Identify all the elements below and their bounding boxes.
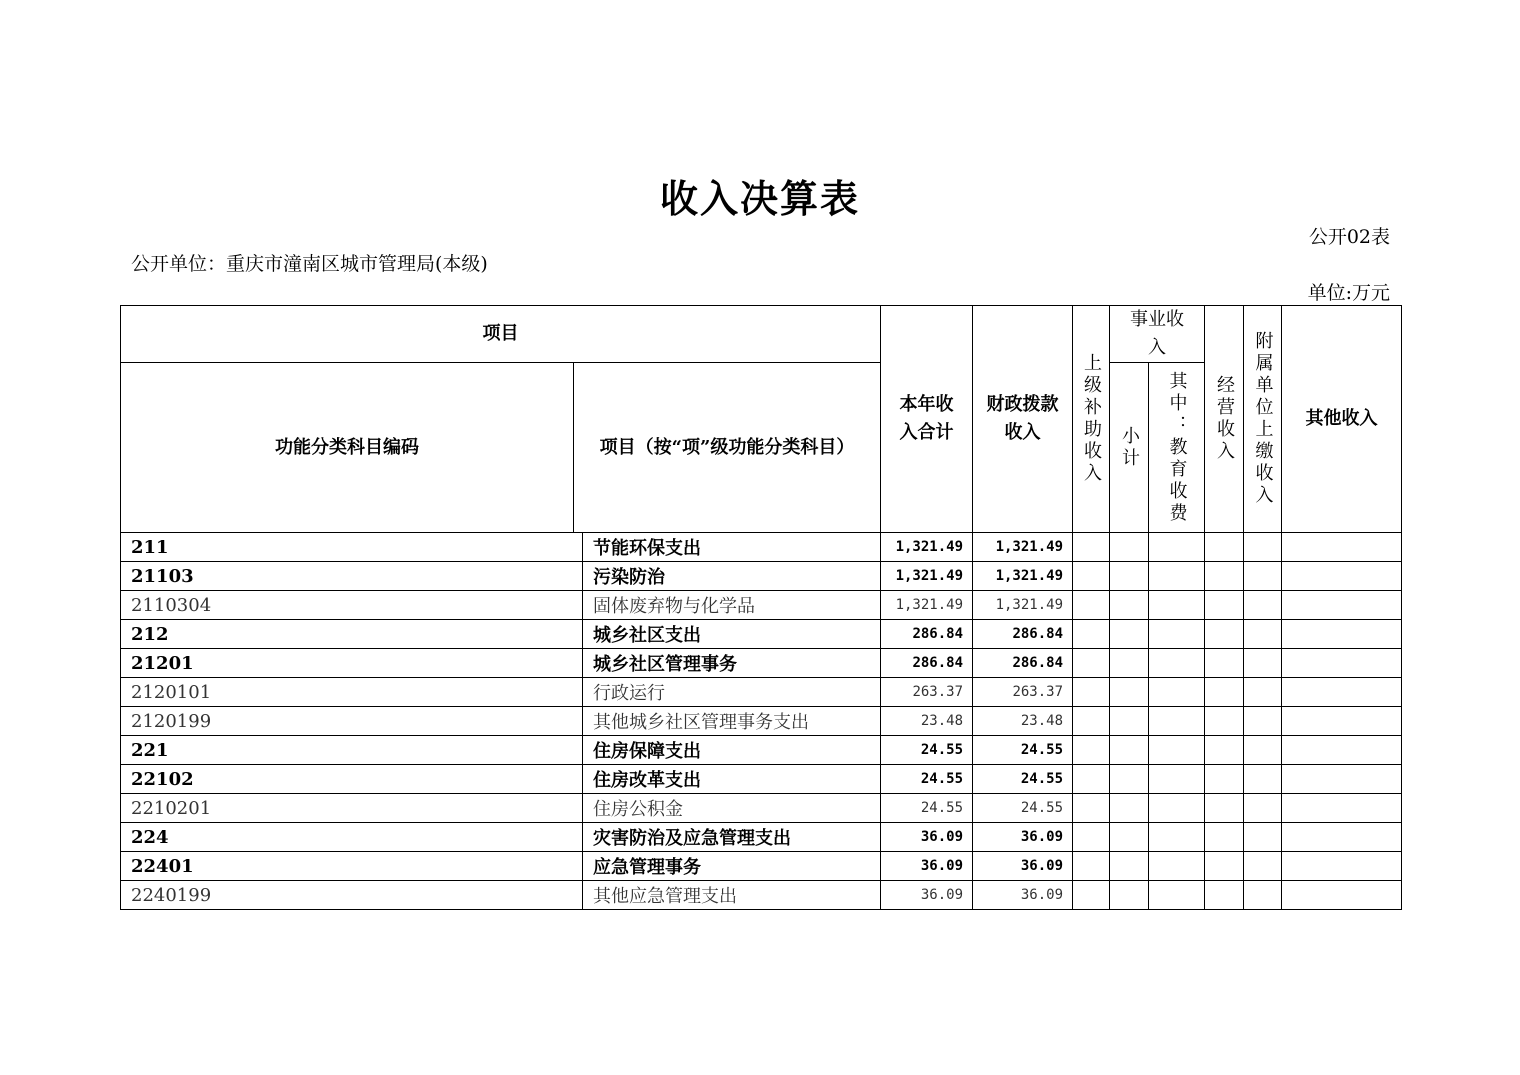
education-cell xyxy=(1149,765,1205,794)
item-name-cell: 城乡社区支出 xyxy=(583,620,881,649)
table-row xyxy=(121,591,1402,620)
code-cell: 22102 xyxy=(121,765,583,794)
table-row xyxy=(121,736,1402,765)
code-cell: 2210201 xyxy=(121,794,583,823)
header-education: 其中：教育收费 xyxy=(1149,363,1205,533)
affiliated-cell xyxy=(1244,707,1282,736)
subtotal-cell xyxy=(1110,649,1149,678)
operating-cell xyxy=(1205,823,1244,852)
superior-cell xyxy=(1073,823,1110,852)
code-cell: 2120199 xyxy=(121,707,583,736)
subtotal-cell xyxy=(1110,707,1149,736)
operating-cell xyxy=(1205,736,1244,765)
total-cell: 23.48 xyxy=(881,707,973,736)
education-cell xyxy=(1149,620,1205,649)
other-cell xyxy=(1282,591,1402,620)
operating-cell xyxy=(1205,678,1244,707)
total-cell: 36.09 xyxy=(881,852,973,881)
affiliated-cell xyxy=(1244,736,1282,765)
item-name-cell: 住房公积金 xyxy=(583,794,881,823)
page-title: 收入决算表 xyxy=(659,176,860,221)
item-name-cell: 应急管理事务 xyxy=(583,852,881,881)
affiliated-cell xyxy=(1244,794,1282,823)
table-row xyxy=(121,881,1402,910)
table-row xyxy=(121,707,1402,736)
table-row xyxy=(121,620,1402,649)
subtotal-cell xyxy=(1110,678,1149,707)
total-cell: 36.09 xyxy=(881,881,973,910)
total-cell: 24.55 xyxy=(881,794,973,823)
fiscal-cell: 24.55 xyxy=(973,736,1073,765)
fiscal-cell: 36.09 xyxy=(973,823,1073,852)
total-cell: 36.09 xyxy=(881,823,973,852)
total-cell: 24.55 xyxy=(881,765,973,794)
subtotal-cell xyxy=(1110,765,1149,794)
subtotal-cell xyxy=(1110,736,1149,765)
subtotal-cell xyxy=(1110,533,1149,562)
subtotal-cell xyxy=(1110,794,1149,823)
education-cell xyxy=(1149,533,1205,562)
header-affiliated: 附属单位上缴收入 xyxy=(1244,306,1282,533)
item-name-cell: 固体废弃物与化学品 xyxy=(583,591,881,620)
affiliated-cell xyxy=(1244,591,1282,620)
superior-cell xyxy=(1073,562,1110,591)
affiliated-cell xyxy=(1244,765,1282,794)
affiliated-cell xyxy=(1244,562,1282,591)
item-name-cell: 其他城乡社区管理事务支出 xyxy=(583,707,881,736)
fiscal-cell: 36.09 xyxy=(973,852,1073,881)
operating-cell xyxy=(1205,852,1244,881)
fiscal-cell: 286.84 xyxy=(973,649,1073,678)
fiscal-cell: 1,321.49 xyxy=(973,562,1073,591)
fiscal-cell: 1,321.49 xyxy=(973,533,1073,562)
education-cell xyxy=(1149,678,1205,707)
fiscal-cell: 24.55 xyxy=(973,794,1073,823)
operating-cell xyxy=(1205,707,1244,736)
table-body xyxy=(121,533,1402,910)
header-fiscal: 财政拨款收入 xyxy=(973,306,1073,533)
code-cell: 221 xyxy=(121,736,583,765)
superior-cell xyxy=(1073,678,1110,707)
education-cell xyxy=(1149,823,1205,852)
code-cell: 211 xyxy=(121,533,583,562)
superior-cell xyxy=(1073,765,1110,794)
currency-unit: 单位:万元 xyxy=(1307,282,1390,304)
header-project-group: 项目 xyxy=(121,306,881,363)
education-cell xyxy=(1149,649,1205,678)
operating-cell xyxy=(1205,562,1244,591)
other-cell xyxy=(1282,765,1402,794)
table-row xyxy=(121,765,1402,794)
operating-cell xyxy=(1205,591,1244,620)
other-cell xyxy=(1282,620,1402,649)
item-name-cell: 住房保障支出 xyxy=(583,736,881,765)
subtotal-cell xyxy=(1110,620,1149,649)
other-cell xyxy=(1282,881,1402,910)
header-superior: 上级补助收入 xyxy=(1073,306,1110,533)
fiscal-cell: 1,321.49 xyxy=(973,591,1073,620)
other-cell xyxy=(1282,562,1402,591)
education-cell xyxy=(1149,881,1205,910)
education-cell xyxy=(1149,591,1205,620)
item-name-cell: 城乡社区管理事务 xyxy=(583,649,881,678)
table-row xyxy=(121,852,1402,881)
fiscal-cell: 23.48 xyxy=(973,707,1073,736)
other-cell xyxy=(1282,736,1402,765)
income-statement-table xyxy=(120,305,1402,910)
other-cell xyxy=(1282,794,1402,823)
operating-cell xyxy=(1205,881,1244,910)
item-name-cell: 其他应急管理支出 xyxy=(583,881,881,910)
superior-cell xyxy=(1073,649,1110,678)
table-row xyxy=(121,533,1402,562)
table-row xyxy=(121,794,1402,823)
affiliated-cell xyxy=(1244,533,1282,562)
other-cell xyxy=(1282,707,1402,736)
code-cell: 224 xyxy=(121,823,583,852)
subtotal-cell xyxy=(1110,881,1149,910)
superior-cell xyxy=(1073,591,1110,620)
affiliated-cell xyxy=(1244,678,1282,707)
item-name-cell: 节能环保支出 xyxy=(583,533,881,562)
form-number: 公开02表 xyxy=(1308,226,1390,248)
operating-cell xyxy=(1205,533,1244,562)
other-cell xyxy=(1282,649,1402,678)
other-cell xyxy=(1282,852,1402,881)
total-cell: 1,321.49 xyxy=(881,591,973,620)
table-row xyxy=(121,562,1402,591)
education-cell xyxy=(1149,707,1205,736)
superior-cell xyxy=(1073,881,1110,910)
item-name-cell: 灾害防治及应急管理支出 xyxy=(583,823,881,852)
header-subtotal: 小计 xyxy=(1110,363,1149,533)
affiliated-cell xyxy=(1244,852,1282,881)
header-total: 本年收入合计 xyxy=(881,306,973,533)
header-other: 其他收入 xyxy=(1282,306,1402,533)
affiliated-cell xyxy=(1244,620,1282,649)
code-cell: 21103 xyxy=(121,562,583,591)
table-row xyxy=(121,823,1402,852)
table-row xyxy=(121,649,1402,678)
code-cell: 21201 xyxy=(121,649,583,678)
operating-cell xyxy=(1205,794,1244,823)
subtotal-cell xyxy=(1110,562,1149,591)
total-cell: 24.55 xyxy=(881,736,973,765)
fiscal-cell: 263.37 xyxy=(973,678,1073,707)
operating-cell xyxy=(1205,620,1244,649)
total-cell: 1,321.49 xyxy=(881,533,973,562)
education-cell xyxy=(1149,562,1205,591)
code-cell: 22401 xyxy=(121,852,583,881)
education-cell xyxy=(1149,794,1205,823)
fiscal-cell: 24.55 xyxy=(973,765,1073,794)
affiliated-cell xyxy=(1244,881,1282,910)
item-name-cell: 住房改革支出 xyxy=(583,765,881,794)
other-cell xyxy=(1282,823,1402,852)
superior-cell xyxy=(1073,794,1110,823)
subtotal-cell xyxy=(1110,852,1149,881)
education-cell xyxy=(1149,852,1205,881)
superior-cell xyxy=(1073,620,1110,649)
fiscal-cell: 36.09 xyxy=(973,881,1073,910)
other-cell xyxy=(1282,533,1402,562)
subtotal-cell xyxy=(1110,823,1149,852)
subtotal-cell xyxy=(1110,591,1149,620)
code-cell: 2110304 xyxy=(121,591,583,620)
table-row xyxy=(121,678,1402,707)
header-item: 项目（按“项”级功能分类科目） xyxy=(574,363,881,533)
operating-cell xyxy=(1205,765,1244,794)
other-cell xyxy=(1282,678,1402,707)
affiliated-cell xyxy=(1244,649,1282,678)
reporting-unit: 公开单位：重庆市潼南区城市管理局(本级) xyxy=(131,253,488,275)
superior-cell xyxy=(1073,707,1110,736)
superior-cell xyxy=(1073,533,1110,562)
header-operating: 经营收入 xyxy=(1205,306,1244,533)
affiliated-cell xyxy=(1244,823,1282,852)
code-cell: 2120101 xyxy=(121,678,583,707)
item-name-cell: 污染防治 xyxy=(583,562,881,591)
operating-cell xyxy=(1205,649,1244,678)
superior-cell xyxy=(1073,736,1110,765)
total-cell: 263.37 xyxy=(881,678,973,707)
code-cell: 2240199 xyxy=(121,881,583,910)
total-cell: 286.84 xyxy=(881,649,973,678)
education-cell xyxy=(1149,736,1205,765)
total-cell: 1,321.49 xyxy=(881,562,973,591)
total-cell: 286.84 xyxy=(881,620,973,649)
fiscal-cell: 286.84 xyxy=(973,620,1073,649)
header-code: 功能分类科目编码 xyxy=(121,363,574,533)
item-name-cell: 行政运行 xyxy=(583,678,881,707)
header-business-group: 事业收入 xyxy=(1110,306,1205,363)
code-cell: 212 xyxy=(121,620,583,649)
superior-cell xyxy=(1073,852,1110,881)
